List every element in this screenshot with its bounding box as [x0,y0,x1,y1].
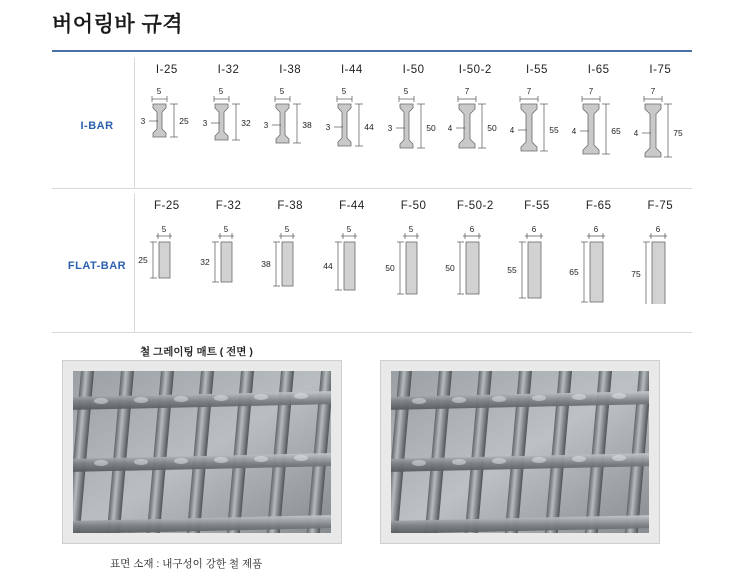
flatbar-figure [506,222,568,304]
ibar-figure [259,84,321,162]
spec-cell [630,58,692,162]
spec-row-ibar [52,58,692,188]
row-divider [52,188,692,189]
svg-text:5: 5 [280,87,285,96]
ibar-cells [136,58,692,162]
flatbar-figure [568,222,630,304]
svg-text:4: 4 [448,124,453,133]
spec-cell [198,58,260,162]
photo-caption-bottom: 표면 소재 : 내구성이 강한 철 제품 [110,558,263,570]
ibar-height-value: 55 [549,125,559,135]
spec-cell-label: F-75 [647,200,674,212]
svg-text:7: 7 [526,87,532,96]
spec-cell [630,194,692,304]
spec-cell-label: F-50 [400,200,427,212]
svg-text:5: 5 [156,87,162,96]
spec-cell [506,194,568,304]
spec-cell [136,194,198,304]
svg-text:5: 5 [223,225,228,234]
spec-cell-label: F-25 [154,200,180,212]
row-label-flatbar: FLAT-BAR [67,260,127,272]
ibar-height-value: 38 [302,120,313,130]
spec-cell [259,194,321,304]
flatbar-height-value: 50 [445,263,456,273]
ibar-height-value: 44 [364,122,374,132]
spec-cell [136,58,198,162]
svg-text:5: 5 [408,225,413,234]
flatbar-height-value: 38 [261,259,272,269]
spec-cell-label: F-50-2 [456,200,494,212]
spec-cell [383,58,445,162]
svg-text:3: 3 [140,117,146,126]
flatbar-height-value: 55 [507,265,517,275]
column-divider [134,58,135,188]
row-divider [52,332,692,333]
spec-cell-label: F-38 [277,200,304,212]
ibar-figure [136,84,198,162]
title-divider [52,50,692,52]
page-title-wrap [52,10,692,40]
spec-cell-label: I-25 [155,64,178,76]
flatbar-height-value: 65 [569,267,579,277]
flatbar-figure [630,222,692,304]
spec-cell [259,58,321,162]
spec-cell-label: I-75 [649,64,672,76]
svg-text:4: 4 [509,126,515,135]
flatbar-figure [321,222,383,304]
ibar-figure [321,84,383,162]
spec-cell-label: F-55 [524,200,550,212]
svg-text:6: 6 [593,225,599,234]
ibar-height-value: 75 [672,128,683,138]
spec-cell-label: I-50 [402,64,425,76]
spec-cell-label: I-44 [340,64,363,76]
spec-table [52,58,692,332]
spec-cell [568,194,630,304]
ibar-figure [444,84,506,162]
svg-text:3: 3 [202,119,207,128]
flatbar-figure [259,222,321,304]
svg-text:3: 3 [264,121,269,130]
ibar-height-value: 32 [240,118,251,128]
spec-row-flatbar [52,194,692,332]
spec-cell-label: I-65 [587,64,610,76]
ibar-height-value: 25 [179,116,189,126]
flatbar-height-value: 44 [323,261,333,271]
ibar-figure [506,84,568,162]
spec-cell-label: I-55 [526,64,548,76]
svg-text:6: 6 [655,225,660,234]
svg-text:7: 7 [465,87,470,96]
svg-text:7: 7 [650,87,655,96]
grating-photo-right [391,371,649,533]
flatbar-figure [136,222,198,304]
spec-cell-label: F-65 [585,200,612,212]
ibar-height-value: 50 [487,123,498,133]
spec-cell-label: F-44 [339,200,365,212]
row-label-ibar: I-BAR [80,120,114,132]
photo-panel-right [380,360,660,544]
svg-text:5: 5 [218,87,223,96]
spec-cell-label: I-50-2 [458,64,492,76]
spec-cell [321,194,383,304]
spec-cell [444,194,506,304]
ibar-figure [568,84,630,162]
svg-text:6: 6 [531,225,537,234]
grating-photo-left [73,371,331,533]
photo-panel-left [62,360,342,544]
ibar-figure [198,84,260,162]
ibar-height-value: 50 [426,123,436,133]
spec-cell [568,58,630,162]
flatbar-cells [136,194,692,304]
svg-text:5: 5 [403,87,408,96]
ibar-height-value: 65 [611,126,621,136]
flatbar-figure [444,222,506,304]
ibar-figure [630,84,692,162]
svg-text:5: 5 [285,225,290,234]
svg-text:5: 5 [341,87,347,96]
svg-text:4: 4 [633,129,638,138]
page-title: 버어링바 규격 [52,13,184,36]
column-divider [134,194,135,332]
photo-caption-top: 철 그레이팅 매트 ( 전면 ) [140,346,253,358]
flatbar-figure [198,222,260,304]
flatbar-figure [383,222,445,304]
flatbar-height-value: 50 [385,263,395,273]
flatbar-height-value: 25 [138,255,148,265]
svg-text:5: 5 [161,225,167,234]
spec-cell-label: F-32 [215,200,242,212]
svg-text:4: 4 [571,127,577,136]
flatbar-height-value: 32 [199,257,210,267]
svg-text:5: 5 [346,225,352,234]
ibar-figure [383,84,445,162]
svg-text:3: 3 [325,123,331,132]
svg-text:6: 6 [470,225,475,234]
svg-text:7: 7 [588,87,594,96]
spec-cell [198,194,260,304]
spec-cell-label: I-32 [217,64,240,76]
svg-text:3: 3 [387,124,392,133]
spec-cell [444,58,506,162]
flatbar-height-value: 75 [630,269,641,279]
spec-cell [506,58,568,162]
spec-cell [321,58,383,162]
spec-cell [383,194,445,304]
spec-cell-label: I-38 [279,64,302,76]
